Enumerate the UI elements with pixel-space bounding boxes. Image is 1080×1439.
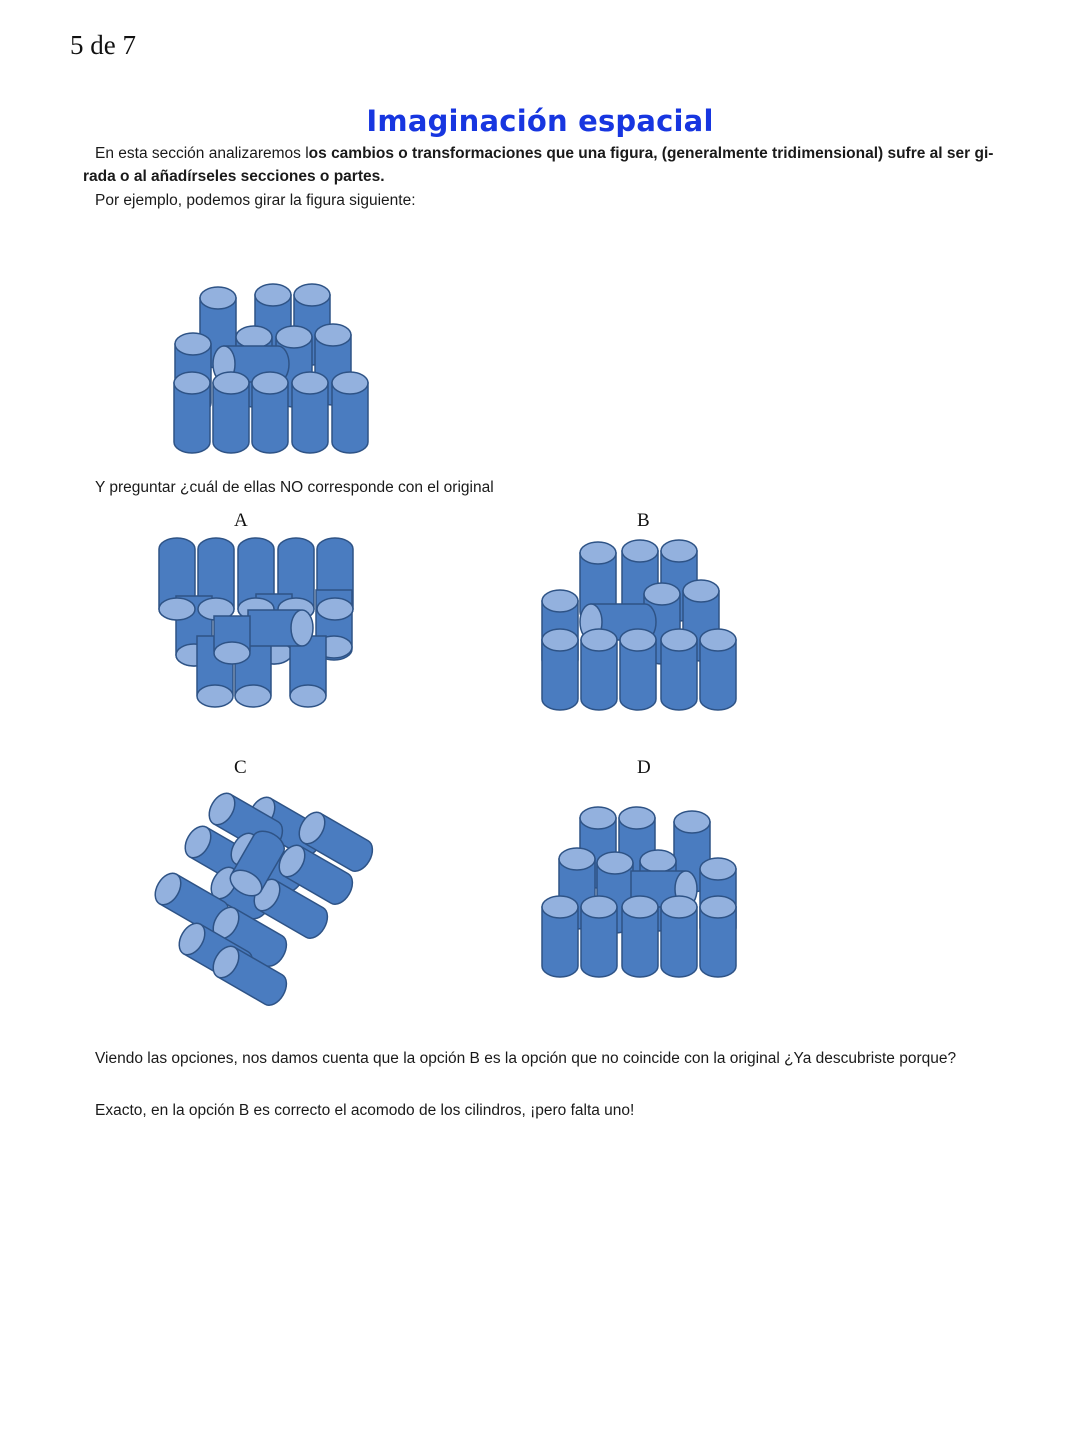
original-figure	[160, 270, 390, 470]
section-title: Imaginación espacial	[366, 104, 714, 138]
question-text: Y preguntar ¿cuál de ellas NO corresponde con el original	[95, 479, 494, 496]
intro-text: En esta sección analizaremos l	[95, 145, 309, 162]
conclusion-text-2: Exacto, en la opción B es correcto el acomodo de los cilindros, ¡pero falta uno!	[95, 1102, 635, 1119]
option-a-figure[interactable]	[150, 530, 370, 720]
option-b-figure[interactable]	[528, 530, 758, 720]
example-text: Por ejemplo, podemos girar la figura siguiente:	[95, 192, 416, 209]
option-a-label: A	[234, 510, 248, 531]
page-number: 5 de 7	[70, 30, 136, 60]
intro-bold-text: os cambios o transformaciones que una figura, (generalmente tridimensional) sufre al ser gi-rada o al añadírseles secciones o partes.	[83, 145, 994, 185]
option-c-label: C	[234, 757, 247, 778]
option-b-label: B	[637, 510, 650, 531]
option-d-label: D	[637, 757, 651, 778]
option-c-figure[interactable]	[140, 785, 390, 1020]
option-d-figure[interactable]	[528, 796, 758, 986]
conclusion-text-1: Viendo las opciones, nos damos cuenta que la opción B es la opción que no coincide con la original ¿Ya descubriste porque?	[95, 1050, 957, 1067]
intro-paragraph	[83, 142, 1013, 188]
